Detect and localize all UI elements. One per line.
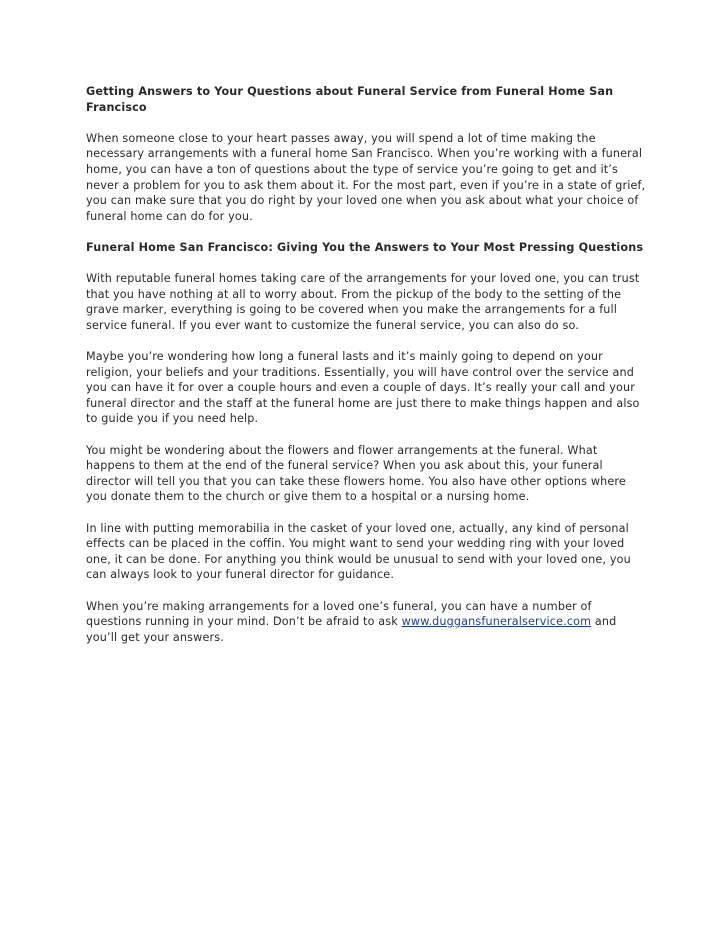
- heading-giving-answers: Funeral Home San Francisco: Giving You the Answers to Your Most Pressing Questions: [86, 240, 644, 254]
- closing-text-before: When you’re making arrangements for a loved one’s funeral, you can have a number of questions running in your mind. Don’t be afraid to ask: [86, 599, 592, 629]
- funeral-service-link[interactable]: www.duggansfuneralservice.com: [401, 615, 592, 629]
- paragraph-closing: [86, 599, 646, 646]
- paragraph-memorabilia: In line with putting memorabilia in the casket of your loved one, actually, any kind of personal effects can be placed in the coffin. You might want to send your wedding ring with your loved one, it can be done. For anything you think would be unusual to send with your loved one, you can always look to your funeral director for guidance.: [86, 521, 631, 582]
- document-page: [86, 84, 646, 661]
- paragraph-intro: When someone close to your heart passes away, you will spend a lot of time making the necessary arrangements with a funeral home San Francisco. When you’re working with a funeral home, you can have a ton of questions about the type of service you’re going to get and it’s never a problem for you to ask them about it. For the most part, even if you’re in a state of grief, you can make sure that you do right by your loved one when you ask about what your choice of funeral home can do for you.: [86, 131, 646, 223]
- paragraph-arrangements: With reputable funeral homes taking care of the arrangements for your loved one, you can trust that you have nothing at all to worry about. From the pickup of the body to the setting of the grave marker, everything is going to be covered when you make the arrangements for a full service funeral. If you ever want to customize the funeral service, you can also do so.: [86, 272, 640, 332]
- heading-getting-answers: Getting Answers to Your Questions about Funeral Service from Funeral Home San Francisco: [86, 85, 614, 114]
- closing-text-after: and you’ll get your answers.: [86, 615, 617, 644]
- paragraph-flowers: You might be wondering about the flowers and flower arrangements at the funeral. What happens to them at the end of the funeral service? When you ask about this, your funeral director will tell you that you can take these flowers home. You also have other options where you donate them to the church or give them to a hospital or a nursing home.: [86, 443, 626, 504]
- paragraph-funeral-length: Maybe you’re wondering how long a funeral lasts and it’s mainly going to depend on your religion, your beliefs and your traditions. Essentially, you will have control over the service and you can have it for over a couple hours and even a couple of days. It’s really your call and your funeral director and the staff at the funeral home are just there to make things happen and also to guide you if you need help.: [86, 350, 640, 426]
